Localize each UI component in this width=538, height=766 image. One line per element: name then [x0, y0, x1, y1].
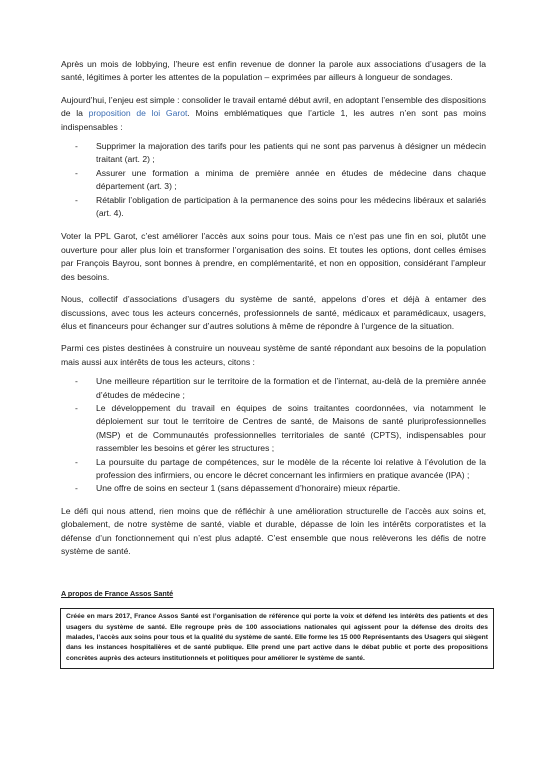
paragraph-stakes-text-end: . Moins emblématiques que l’article 1, les autres n’en sont pas moins indispensables :	[61, 108, 486, 132]
articles-list	[61, 140, 486, 220]
proposition-de-loi-garot-link[interactable]: proposition de loi Garot	[88, 108, 188, 119]
about-title: A propos de France Assos Santé	[61, 589, 174, 599]
paragraph-stakes-text-start: Aujourd’hui, l’enjeu est simple : consolider le travail entamé début avril, en adoptant l’ensemble des dispositions de la	[61, 94, 486, 119]
list-item: - La poursuite du partage de compétences, sur le modèle de la récente loi relative à l’évolution de la profession des infirmiers, ou encore le décret concernant les infirmiers en pratique avancée (IPA) ;	[83, 456, 486, 483]
paragraph-intro: Après un mois de lobbying, l’heure est enfin revenue de donner la parole aux associations d’usagers de la santé, légitimes à porter les attentes de la population – exprimées par ailleurs à longueur de sondages.	[61, 59, 486, 83]
list-item: - Assurer une formation a minima de première année en études de médecine dans chaque département (art. 3) ;	[83, 167, 486, 194]
pistes-list	[61, 375, 486, 496]
about-text: Créée en mars 2017, France Assos Santé est l’organisation de référence qui porte la voix et défend les intérêts des patients et des usagers du système de santé. Elle regroupe près de 100 associations nationales qui agissent pour la défense des droits des malades, l’accès aux soins pour tous et la qualité du système de santé. Elle forme les 15 000 Représentants des Usagers qui siègent dans les instances hospitalières et de santé publique. Elle prend une part active dans le débat public et porte des propositions concrètes auprès des acteurs institutionnels et politiques pour améliorer le système de santé.	[66, 613, 488, 662]
list-item: - Une offre de soins en secteur 1 (sans dépassement d’honoraire) mieux répartie.	[83, 482, 486, 495]
list-item: - Le développement du travail en équipes de soins traitantes coordonnées, via notamment le déploiement sur tout le territoire de Centres de santé, de Maisons de santé pluriprofessionnelles (MSP) et de Communautés professionnelles territoriales de santé (CPTS), indispensables pour rassembler les besoins et gérer les structures ;	[83, 402, 486, 456]
paragraph-ppl-garot: Voter la PPL Garot, c’est améliorer l’accès aux soins pour tous. Mais ce n’est pas une fin en soi, plutôt une ouverture pour aller plus loin et transformer l’organisation des soins. Et toutes les options, dont celles émises par François Bayrou, sont bonnes à prendre, en complémentarité, et non en opposition, considérant l’ampleur des besoins.	[61, 231, 486, 282]
list-item: - Supprimer la majoration des tarifs pour les patients qui ne sont pas parvenus à désigner un médecin traitant (art. 2) ;	[83, 140, 486, 167]
paragraph-collective: Nous, collectif d’associations d’usagers du système de santé, appelons d’ores et déjà à entamer des discussions, avec tous les acteurs concernés, professionnels de santé, médicaux et paramédicaux, usagers, élus et financeurs pour échanger sur d’autres solutions à même de répondre à l’urgence de la situation.	[61, 294, 486, 331]
list-item: - Rétablir l’obligation de participation à la permanence des soins pour les médecins libéraux et salariés (art. 4).	[83, 194, 486, 221]
paragraph-stakes	[61, 94, 486, 134]
list-item: - Une meilleure répartition sur le territoire de la formation et de l’internat, au-delà de la première année d’études de médecine ;	[83, 375, 486, 402]
paragraph-conclusion: Le défi qui nous attend, rien moins que de réfléchir à une amélioration structurelle de l’accès aux soins et, globalement, de notre système de santé, viable et durable, dépasse de loin les intérêts corporatistes et la défense d’un fonctionnement qui n’est plus adapté. C’est ensemble que nous relèverons les défis de notre système de santé.	[61, 505, 486, 556]
about-box	[60, 608, 494, 668]
paragraph-pistes: Parmi ces pistes destinées à construire un nouveau système de santé répondant aux besoins de la population mais aussi aux intérêts de tous les acteurs, citons :	[61, 343, 486, 367]
